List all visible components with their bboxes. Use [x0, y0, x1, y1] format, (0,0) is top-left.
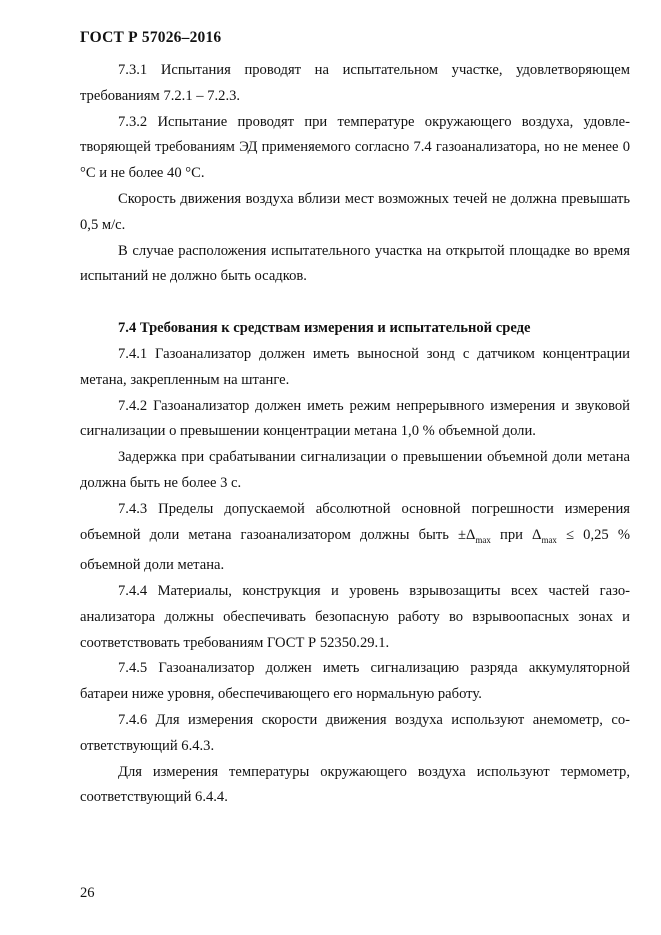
- paragraph-7-4-3: [80, 497, 630, 579]
- section-heading-7-4: 7.4 Требования к средствам измерения и испытательной среде: [118, 320, 531, 337]
- p743-mid: при Δ: [490, 526, 542, 543]
- paragraph-7-4-2: 7.4.2 Газоанализатор должен иметь режим непрерывного измерения и звуковой сигнализации о превышении концентрации метана 1,0 % объемной доли.: [80, 397, 630, 440]
- paragraph-7-4-4: 7.4.4 Материалы, конструкция и уровень взрывозащиты всех частей газоанализатора должны обеспечивать безопасную работу во взрывоопасных зонах и соответствовать требованиям ГОСТ Р 52350.29.1.: [80, 583, 630, 651]
- paragraph-thermometer: Для измерения температуры окружающего воздуха используют термометр, соответствующий 6.4.4.: [80, 763, 630, 806]
- page-body: [80, 58, 630, 811]
- p743-sub-max-1: max: [475, 534, 491, 545]
- paragraph-air-speed: Скорость движения воздуха вблизи мест возможных течей не должна превышать 0,5 м/с.: [80, 190, 630, 233]
- paragraph-precipitation: В случае расположения испытательного участка на открытой площадке во время испытаний не должно быть осадков.: [80, 242, 630, 285]
- p743-lead: 7.4.3 Пределы допускаемой абсолютной основной погрешности измерения объемной доли метана газоанализатором должны быть ±Δ: [80, 500, 630, 543]
- paragraph-7-4-5: 7.4.5 Газоанализатор должен иметь сигнализацию разряда аккумуляторной батареи ниже уровня, обеспечивающего его нормальную работу.: [80, 660, 630, 703]
- p743-tail: ≤ 0,25 % объемной доли метана.: [80, 526, 630, 574]
- page-number: 26: [80, 885, 95, 901]
- paragraph-7-3-1: 7.3.1 Испытания проводят на испытательном участке, удовлетворяющем требованиям 7.2.1 – 7.2.3.: [80, 62, 630, 104]
- p743-sub-max-2: max: [541, 534, 557, 545]
- section-spacer: [80, 290, 630, 316]
- document-header: ГОСТ Р 57026–2016: [80, 29, 222, 46]
- paragraph-alarm-delay: Задержка при срабатывании сигнализации о превышении объемной доли метана должна быть не более 3 с.: [80, 449, 630, 491]
- paragraph-7-4-1: 7.4.1 Газоанализатор должен иметь выносной зонд с датчиком концентрации метана, закрепленным на штанге.: [80, 345, 630, 388]
- paragraph-7-4-6: 7.4.6 Для измерения скорости движения воздуха используют анемометр, соответствующий 6.4.3.: [80, 712, 630, 754]
- paragraph-7-3-2: 7.3.2 Испытание проводят при температуре окружающего воздуха, удовлетворяющей требованиям ЭД применяемого согласно 7.4 газоанализатора, но не менее 0 °С и не более 40 °С.: [80, 113, 630, 182]
